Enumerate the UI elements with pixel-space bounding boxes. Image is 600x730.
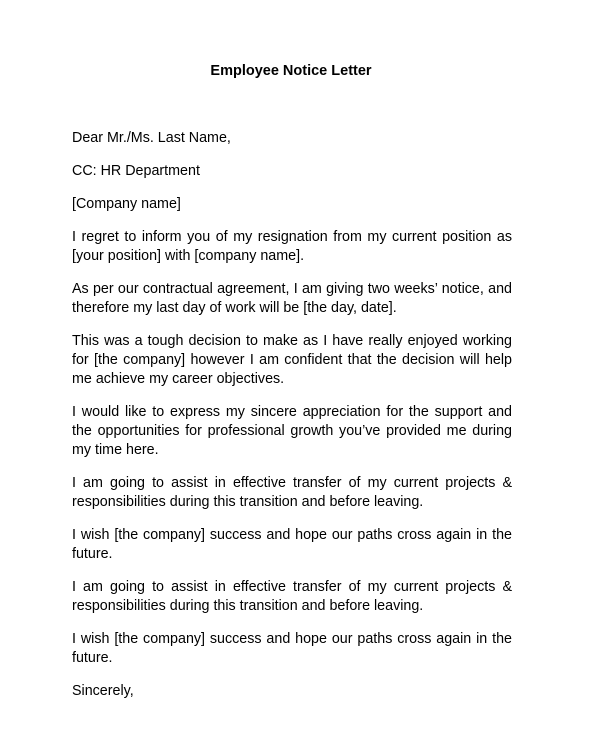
body-paragraph: I wish [the company] success and hope our paths cross again in the future. — [72, 631, 512, 666]
letter-title: Employee Notice Letter — [210, 63, 372, 79]
body-paragraph: I am going to assist in effective transfer of my current projects & responsibilities during this transition and before leaving. — [72, 579, 512, 614]
cc-line: CC: HR Department — [72, 163, 200, 179]
letter-body — [72, 129, 512, 715]
company-name: [Company name] — [72, 196, 181, 212]
body-paragraph: I would like to express my sincere appreciation for the support and the opportunities for professional growth you’ve provided me during my time here. — [72, 404, 512, 458]
closing: Sincerely, — [72, 683, 134, 699]
salutation: Dear Mr./Ms. Last Name, — [72, 130, 231, 146]
body-paragraph: As per our contractual agreement, I am giving two weeks’ notice, and therefore my last day of work will be [the day, date]. — [72, 281, 512, 316]
body-paragraph: This was a tough decision to make as I have really enjoyed working for [the company] however I am confident that the decision will help me achieve my career objectives. — [72, 333, 512, 387]
body-paragraph: I wish [the company] success and hope our paths cross again in the future. — [72, 527, 512, 562]
body-paragraph: I regret to inform you of my resignation from my current position as [your position] with [company name]. — [72, 229, 512, 264]
body-paragraph: I am going to assist in effective transfer of my current projects & responsibilities during this transition and before leaving. — [72, 475, 512, 510]
